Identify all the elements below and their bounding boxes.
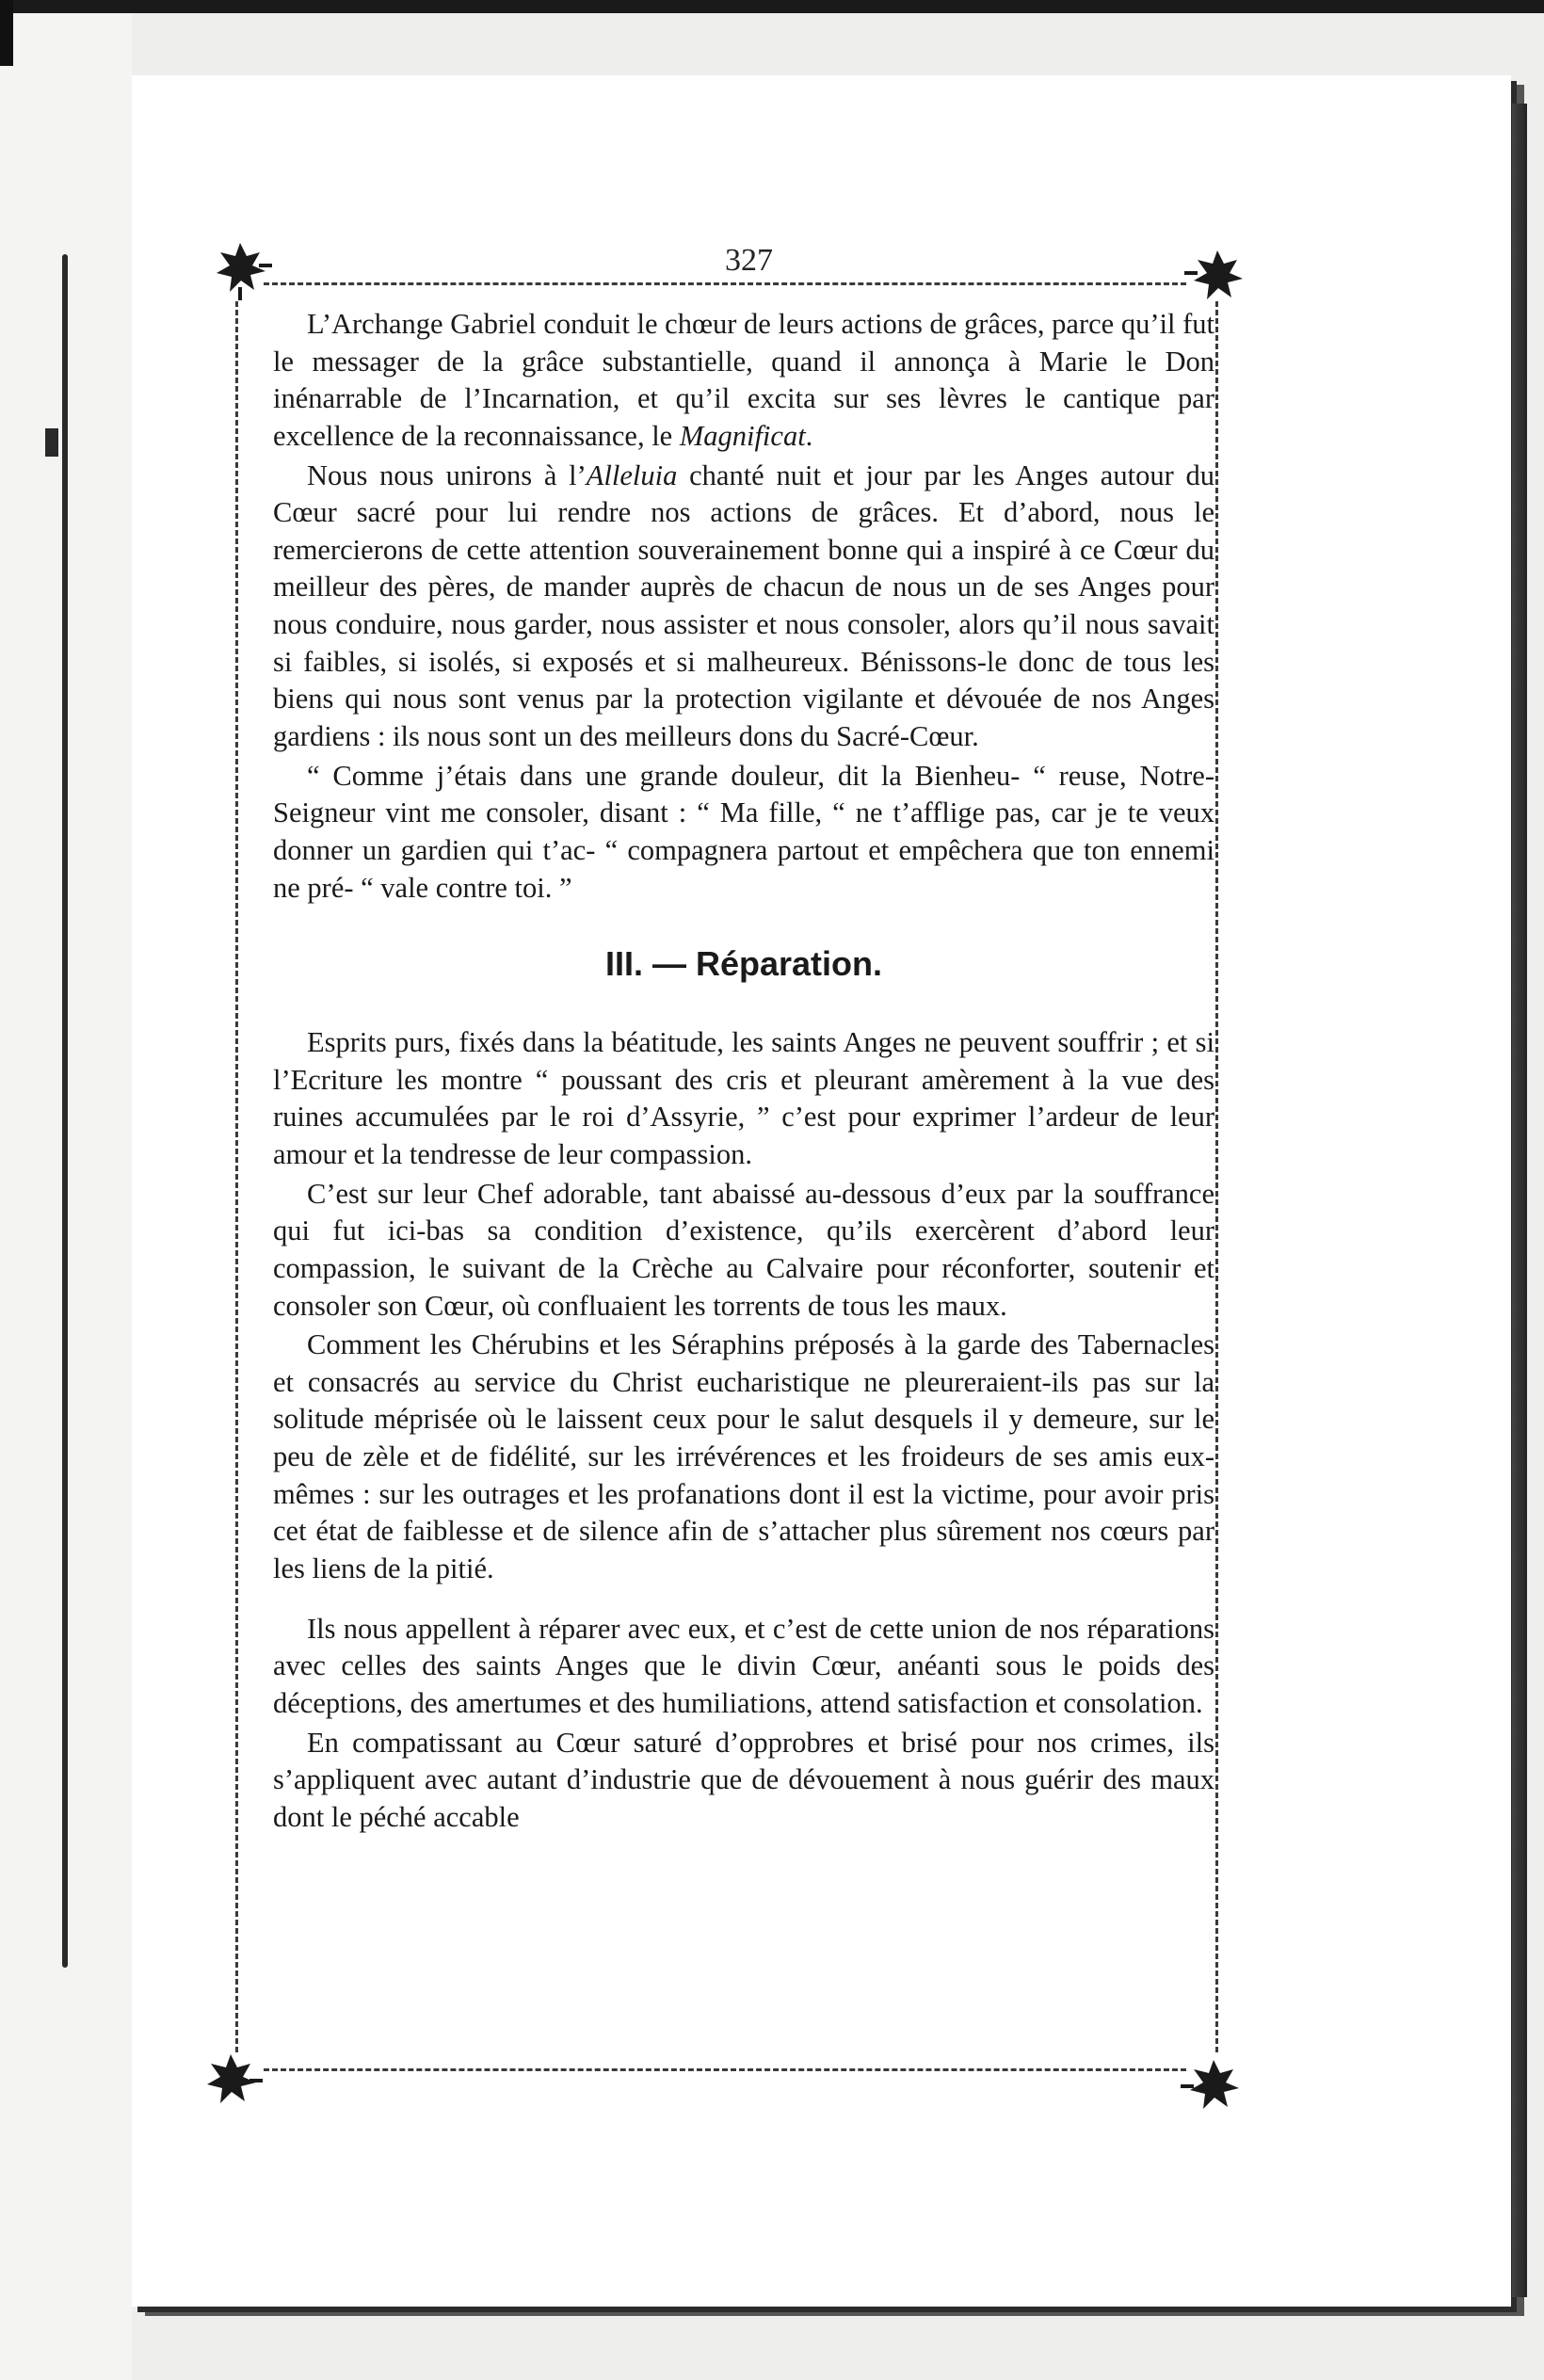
body-text-top (273, 306, 1214, 1837)
leaf-ornament-icon (1184, 243, 1250, 309)
paragraph (273, 306, 1214, 456)
spine-mark (45, 428, 58, 457)
scan-left-edge (0, 0, 13, 66)
scan-top-edge (0, 0, 1544, 13)
frame-border-right (1215, 301, 1218, 2052)
leaf-ornament-icon (198, 2047, 264, 2113)
italic-term: Magnificat (679, 419, 806, 452)
text-run: L’Archange Gabriel conduit le chœur de leurs actions de grâces, parce qu’il fut le messager de la grâce substantielle, quand il annonça à Marie le Don inénarrable de l’Incarnation, et qu’il excita sur ses lèvres le cantique par excellence de la reconnaissance, le (273, 308, 1214, 452)
frame-border-bottom (264, 2068, 1186, 2071)
quotation-paragraph: “ Comme j’étais dans une grande douleur, dit la Bienheu- “ reuse, Notre-Seigneur vint me consoler, disant : “ Ma fille, “ ne t’afflige pas, car je te veux donner un gardien qui t’ac- “ compagnera partout et empêchera que ton ennemi ne pré- “ vale contre toi. ” (273, 759, 1214, 904)
frame-border-left (235, 301, 238, 2052)
text-run: chanté nuit et jour par les Anges autour du Cœur sacré pour lui rendre nos actions de grâces. Et d’abord, nous le remercierons de cette attention souverainement bonne qui a inspiré à ce Cœur du meilleur des pères, de mander auprès de chacun de nous un de ses Anges pour nous conduire, nous garder, nous assister et nous consoler, alors qu’il nous savait si faibles, si isolés, si exposés et si malheureux. Bénissons-le donc de tous les biens qui nous sont venus par la protection vigilante et dévouée de nos Anges gardiens : ils nous sont un des meilleurs dons du Sacré-Cœur. (273, 458, 1214, 753)
paragraph: Comment les Chérubins et les Séraphins préposés à la garde des Tabernacles et consacrés au service du Christ eucharistique ne pleureraient-ils pas sur la solitude méprisée où le laissent ceux pour le salut desquels il y demeure, sur le peu de zèle et de fidélité, sur les irrévérences et les froideurs de ses amis eux-mêmes : sur les outrages et les profanations dont il est la victime, pour avoir pris cet état de faiblesse et de silence afin de s’attacher plus sûrement nos cœurs par les liens de la pitié. (273, 1328, 1214, 1585)
spacer (273, 1588, 1214, 1611)
paragraph: En compatissant au Cœur saturé d’opprobres et brisé pour nos crimes, ils s’appliquent avec autant d’industrie que de dévouement à nous guérir des maux dont le péché accable (273, 1726, 1214, 1833)
page-number: 327 (725, 243, 773, 278)
leaf-ornament-icon (1181, 2052, 1246, 2118)
paragraph: C’est sur leur Chef adorable, tant abaissé au-dessous d’eux par la souffrance qui fut ici-bas sa condition d’existence, qu’ils exercèrent d’abord leur compassion, le suivant de la Crèche au Calvaire pour réconforter, soutenir et consoler son Cœur, où confluaient les torrents de tous les maux. (273, 1177, 1214, 1322)
paragraph (273, 458, 1214, 756)
frame-border-top (264, 282, 1186, 285)
italic-term: Alleluia (586, 458, 678, 491)
paragraph: Ils nous appellent à réparer avec eux, et c’est de cette union de nos réparations avec celles des saints Anges que le divin Cœur, anéanti sous le poids des déceptions, des amertumes et des humiliations, attend satisfaction et consolation. (273, 1612, 1214, 1719)
text-run: . (805, 419, 813, 452)
section-title: III. — Réparation. (604, 944, 883, 984)
page-edge-shadow (1512, 104, 1527, 2297)
book-spine-line (62, 254, 68, 1968)
text-run: Nous nous unirons à l’ (307, 458, 587, 491)
leaf-ornament-icon (207, 235, 273, 301)
paragraph: Esprits purs, fixés dans la béatitude, les saints Anges ne peuvent souffrir ; et si l’Ecriture les montre “ poussant des cris et pleurant amèrement à la vue des ruines accumulées par le roi d’Assyrie, ” c’est pour exprimer l’ardeur de leur amour et la tendresse de leur compassion. (273, 1026, 1214, 1170)
